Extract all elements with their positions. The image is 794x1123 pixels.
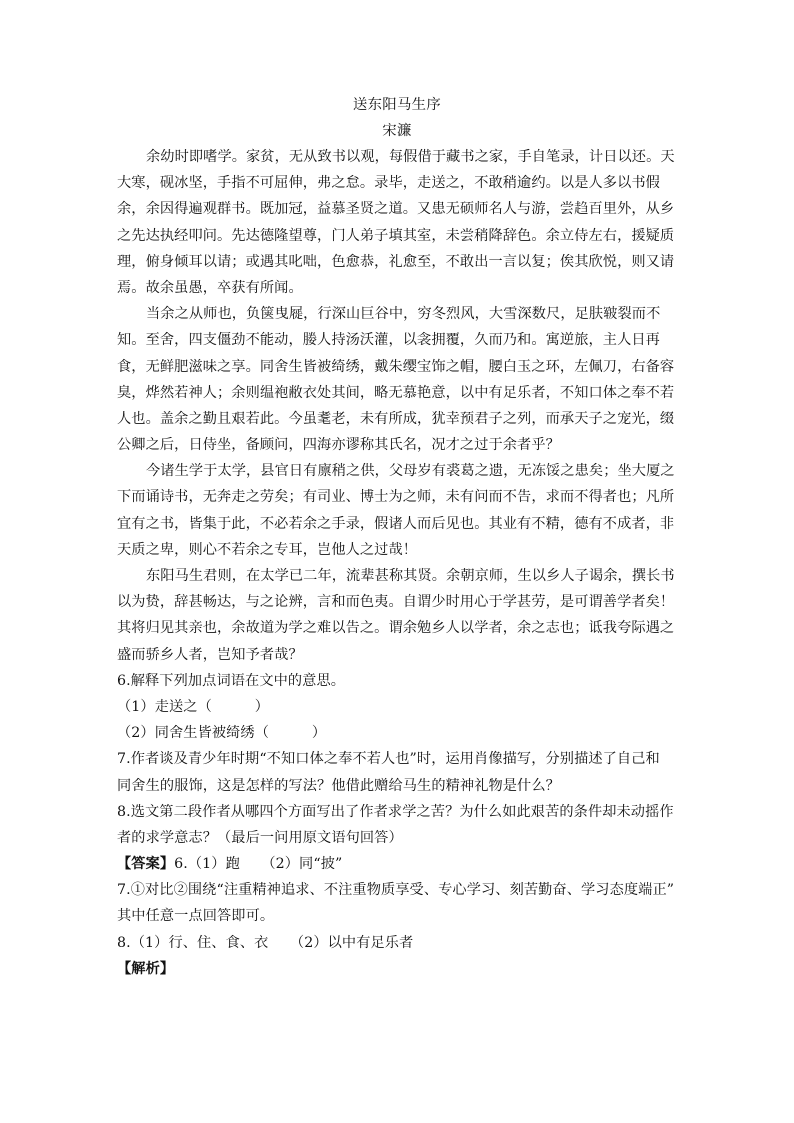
essay-line: 天质之卑，则心不若余之专耳，岂他人之过哉！ bbox=[117, 541, 418, 558]
essay-line: 余，余因得遍观群书。既加冠，益慕圣贤之道。又患无硕师名人与游，尝趋百里外，从乡 bbox=[117, 201, 675, 218]
essay-line: 之先达执经叩问。先达德隆望尊，门人弟子填其室，未尝稍降辞色。余立侍左右，援疑质 bbox=[117, 227, 675, 244]
essay-line: 焉。故余虽愚，卒获有所闻。 bbox=[117, 279, 303, 296]
essay-line: 食，无鲜肥滋味之享。同舍生皆被绮绣，戴朱缨宝饰之帽，腰白玉之环，左佩刀，右备容 bbox=[117, 358, 675, 375]
essay-line: 盛而骄乡人者，岂知予者哉？ bbox=[117, 646, 303, 663]
essay-author: 宋濂 bbox=[382, 123, 412, 139]
essay-line: 以为贽，辞甚畅达，与之论辨，言和而色夷。自谓少时用心于学甚劳，是可谓善学者矣！ bbox=[117, 594, 675, 611]
answer-label: 【答案】 bbox=[117, 856, 175, 873]
question-7-line-2: 同舍生的服饰，这是怎样的写法？他借此赠给马生的精神礼物是什么？ bbox=[117, 777, 560, 794]
essay-line: 公卿之后，日侍坐，备顾问，四海亦谬称其氏名，况才之过于余者乎？ bbox=[117, 437, 560, 454]
essay-body bbox=[117, 144, 677, 668]
essay-line: 人也。盖余之勤且艰若此。今虽耄老，未有所成，犹幸预君子之列，而承天子之宠光，缀 bbox=[117, 410, 675, 427]
essay-line: 下而诵诗书，无奔走之劳矣；有司业、博士为之师，未有问而不告，求而不得者也；凡所 bbox=[117, 489, 675, 506]
essay-line: 臭，烨然若神人；余则缊袍敝衣处其间，略无慕艳意，以中有足乐者，不知口体之奉不若 bbox=[117, 384, 675, 401]
essay-line: 今诸生学于太学，县官日有廪稍之供，父母岁有裘葛之遗，无冻馁之患矣；坐大厦之 bbox=[146, 463, 675, 480]
question-6-item-2: （2）同舍生皆被绮绣（ ） bbox=[117, 725, 327, 742]
answer-7-line-1: 7.①对比②围绕“注重精神追求、不注重物质享受、专心学习、刻苦勤奋、学习态度端正” bbox=[117, 882, 675, 899]
answer-8: 8.（1）行、住、食、衣 （2）以中有足乐者 bbox=[117, 934, 414, 951]
answer-6: 6.（1）跑 （2）同“披” bbox=[174, 856, 343, 873]
analysis-label: 【解析】 bbox=[117, 960, 175, 977]
essay-line: 知。至舍，四支僵劲不能动，媵人持汤沃灌，以衾拥覆，久而乃和。寓逆旅，主人日再 bbox=[117, 332, 660, 349]
essay-line: 其将归见其亲也，余故道为学之难以告之。谓余勉乡人以学者，余之志也；诋我夸际遇之 bbox=[117, 620, 675, 637]
essay-line: 东阳马生君则，在太学已二年，流辈甚称其贤。余朝京师，生以乡人子谒余，撰长书 bbox=[146, 568, 675, 584]
essay-line: 当余之从师也，负箧曳屣，行深山巨谷中，穷冬烈风，大雪深数尺，足肤皲裂而不 bbox=[146, 306, 661, 323]
essay-line: 大寒，砚冰坚，手指不可屈伸，弗之怠。录毕，走送之，不敢稍逾约。以是人多以书假 bbox=[117, 175, 660, 192]
essay-line: 余幼时即嗜学。家贫，无从致书以观，每假借于藏书之家，手自笔录，计日以还。天 bbox=[146, 149, 675, 165]
essay-title: 送东阳马生序 bbox=[352, 97, 442, 113]
answer-6-row bbox=[117, 851, 677, 877]
question-8-line-1: 8.选文第二段作者从哪四个方面写出了作者求学之苦？为什么如此艰苦的条件却未动摇作 bbox=[117, 803, 674, 820]
answer-7-line-2: 其中任意一点回答即可。 bbox=[117, 908, 275, 925]
question-6-item-1: （1）走送之（ ） bbox=[117, 698, 270, 715]
question-6: 6.解释下列加点词语在文中的意思。 bbox=[117, 672, 346, 689]
essay-line: 理，俯身倾耳以请；或遇其叱咄，色愈恭，礼愈至，不敢出一言以复；俟其欣悦，则又请 bbox=[117, 253, 675, 270]
question-8-line-2: 者的求学意志？（最后一问用原文语句回答） bbox=[117, 829, 403, 846]
essay-line: 宜有之书，皆集于此，不必若余之手录，假诸人而后见也。其业有不精，德有不成者，非 bbox=[117, 515, 675, 532]
question-7-line-1: 7.作者谈及青少年时期“不知口体之奉不若人也”时，运用肖像描写，分别描述了自己和 bbox=[117, 751, 660, 768]
document-content bbox=[117, 92, 677, 982]
